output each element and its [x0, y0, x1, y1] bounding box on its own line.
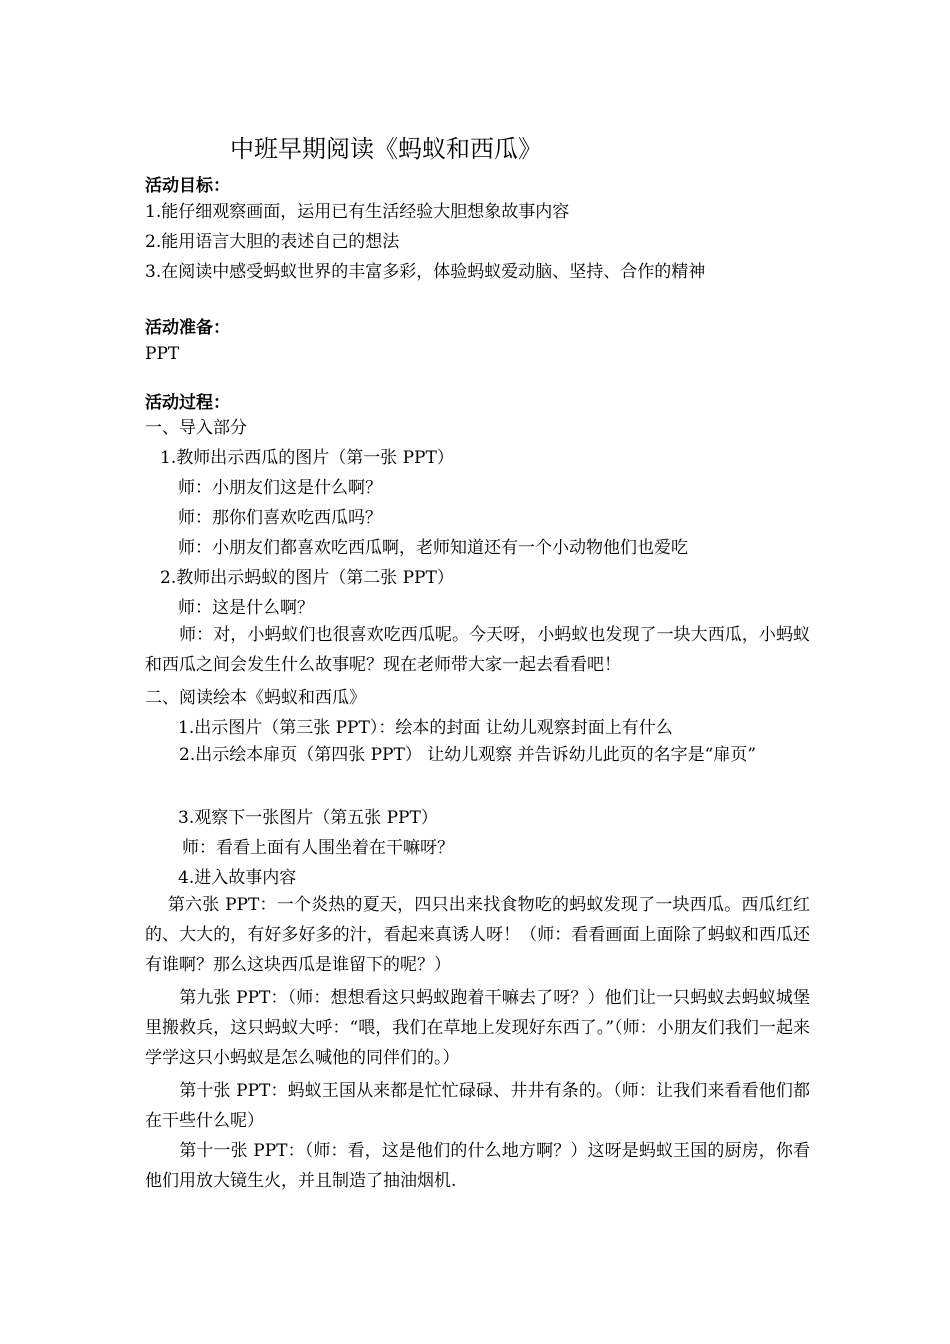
teacher-line: 师：看看上面有人围坐着在干嘛呀？ [182, 838, 454, 858]
goals-heading: 活动目标： [145, 176, 230, 196]
preparation-heading: 活动准备： [145, 318, 230, 338]
story-paragraph: 第九张 PPT：（师：想想看这只蚂蚁跑着干嘛去了呀？）他们让一只蚂蚁去蚂蚁城堡里搬救兵，这只蚂蚁大呼：“喂，我们在草地上发现好东西了。”（师：小朋友们我们一起来学学这只小蚂蚁是怎么喊他的同伴们的。） [145, 988, 810, 1068]
section-reading: 二、阅读绘本《蚂蚁和西瓜》 [145, 688, 366, 708]
section-intro: 一、导入部分 [145, 418, 247, 438]
story-paragraph: 师：对，小蚂蚁们也很喜欢吃西瓜呢。今天呀，小蚂蚁也发现了一块大西瓜，小蚂蚁和西瓜之间会发生什么故事呢？现在老师带大家一起去看看吧！ [145, 625, 810, 675]
story-paragraph: 第十一张 PPT：（师：看，这是他们的什么地方啊？）这呀是蚂蚁王国的厨房，你看他们用放大镜生火，并且制造了抽油烟机. [145, 1141, 810, 1191]
reading-step-2: 2.出示绘本扉页（第四张 PPT） 让幼儿观察 并告诉幼儿此页的名字是“扉页” [145, 745, 757, 765]
goal-item-3: 3.在阅读中感受蚂蚁世界的丰富多彩，体验蚂蚁爱动脑、坚持、合作的精神 [145, 262, 706, 282]
reading-step-4: 4.进入故事内容 [178, 868, 297, 888]
intro-step-2: 2.教师出示蚂蚁的图片（第二张 PPT） [160, 568, 454, 588]
teacher-line: 师：那你们喜欢吃西瓜吗？ [178, 508, 382, 528]
goal-item-2: 2.能用语言大胆的表述自己的想法 [145, 232, 400, 252]
preparation-text: PPT [145, 344, 180, 364]
reading-step-1: 1.出示图片（第三张 PPT）：绘本的封面 让幼儿观察封面上有什么 [178, 718, 673, 738]
story-paragraph: 第十张 PPT：蚂蚁王国从来都是忙忙碌碌、井井有条的。（师：让我们来看看他们都在干些什么呢） [145, 1081, 810, 1131]
reading-step-3: 3.观察下一张图片（第五张 PPT） [178, 808, 438, 828]
teacher-line: 师：小朋友们都喜欢吃西瓜啊，老师知道还有一个小动物他们也爱吃 [178, 538, 688, 558]
story-paragraph: 第六张 PPT：一个炎热的夏天，四只出来找食物吃的蚂蚁发现了一块西瓜。西瓜红红的、大大的，有好多好多的汁，看起来真诱人呀！（师：看看画面上面除了蚂蚁和西瓜还有谁啊？那么这块西瓜是谁留下的呢？） [145, 895, 810, 975]
document-title: 中班早期阅读《蚂蚁和西瓜》 [230, 135, 542, 163]
intro-step-1: 1.教师出示西瓜的图片（第一张 PPT） [160, 448, 454, 468]
goal-item-1: 1.能仔细观察画面，运用已有生活经验大胆想象故事内容 [145, 202, 570, 222]
teacher-line: 师：这是什么啊？ [178, 598, 314, 618]
process-heading: 活动过程： [145, 393, 230, 413]
teacher-line: 师：小朋友们这是什么啊？ [178, 478, 382, 498]
